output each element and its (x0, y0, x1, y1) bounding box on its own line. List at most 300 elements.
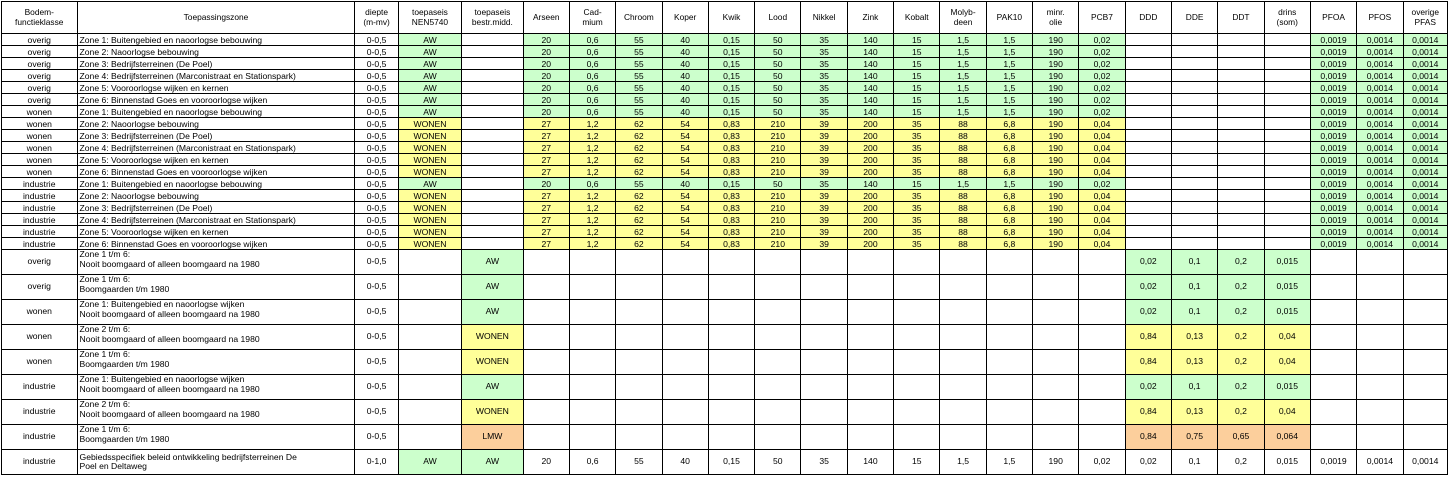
value-cell: 27 (523, 166, 569, 178)
value-cell (1310, 250, 1356, 275)
value-cell: 0-0,5 (355, 425, 398, 450)
value-cell: 0,04 (1079, 118, 1125, 130)
functieklasse-cell: wonen (2, 166, 78, 178)
value-cell: 0,0014 (1357, 58, 1403, 70)
value-cell: 35 (894, 118, 940, 130)
value-cell: 54 (662, 130, 708, 142)
value-cell: 15 (894, 106, 940, 118)
value-cell: 0-0,5 (355, 94, 398, 106)
zone-cell: Zone 3: Bedrijfsterreinen (De Poel) (77, 130, 355, 142)
value-cell (894, 275, 940, 300)
value-cell: 20 (523, 34, 569, 46)
value-cell: AW (398, 106, 461, 118)
value-cell: 190 (1033, 46, 1079, 58)
value-cell (398, 275, 461, 300)
value-cell (1357, 325, 1403, 350)
value-cell (1357, 375, 1403, 400)
value-cell (1079, 250, 1125, 275)
value-cell: 35 (801, 46, 847, 58)
value-cell: 0,04 (1079, 154, 1125, 166)
value-cell (523, 350, 569, 375)
value-cell: 1,5 (940, 94, 986, 106)
zone-cell: Zone 1: Buitengebied en naoorlogse wijken Nooit boomgaard of alleen boomgaard na 1980 (77, 300, 355, 325)
value-cell: 35 (801, 82, 847, 94)
value-cell: 0,015 (1264, 375, 1310, 400)
value-cell: 0,84 (1125, 325, 1171, 350)
value-cell: 0,83 (708, 118, 754, 130)
value-cell: 20 (523, 70, 569, 82)
value-cell: 1,5 (940, 106, 986, 118)
value-cell: 0,83 (708, 154, 754, 166)
header-cell: PFOA (1310, 2, 1356, 34)
value-cell: 88 (940, 238, 986, 250)
value-cell: 0,0019 (1310, 94, 1356, 106)
value-cell: 35 (894, 238, 940, 250)
value-cell (523, 275, 569, 300)
value-cell: 140 (847, 46, 893, 58)
value-cell (940, 300, 986, 325)
value-cell (662, 250, 708, 275)
value-cell (894, 325, 940, 350)
value-cell (569, 325, 615, 350)
value-cell: 0-0,5 (355, 166, 398, 178)
value-cell (462, 202, 523, 214)
value-cell (1218, 142, 1264, 154)
value-cell: 0,04 (1079, 226, 1125, 238)
value-cell: 62 (616, 238, 662, 250)
value-cell (616, 375, 662, 400)
table-row (2, 58, 1448, 70)
value-cell: 0,02 (1079, 58, 1125, 70)
value-cell (708, 250, 754, 275)
value-cell (662, 325, 708, 350)
value-cell: 62 (616, 130, 662, 142)
value-cell (1079, 325, 1125, 350)
value-cell: 39 (801, 190, 847, 202)
value-cell: 0,15 (708, 58, 754, 70)
value-cell: 88 (940, 166, 986, 178)
value-cell (462, 118, 523, 130)
value-cell: 62 (616, 118, 662, 130)
zone-cell: Zone 1 t/m 6: Boomgaarden t/m 1980 (77, 350, 355, 375)
value-cell: 0,04 (1079, 142, 1125, 154)
table-header (2, 2, 1448, 34)
value-cell: 0,0019 (1310, 58, 1356, 70)
value-cell (1310, 375, 1356, 400)
value-cell: 20 (523, 82, 569, 94)
value-cell: AW (462, 450, 523, 475)
value-cell: 0,0014 (1403, 190, 1447, 202)
value-cell (569, 375, 615, 400)
value-cell: 0,1 (1171, 300, 1217, 325)
value-cell (1264, 166, 1310, 178)
value-cell (1264, 82, 1310, 94)
value-cell: 1,2 (569, 190, 615, 202)
value-cell (847, 250, 893, 275)
value-cell: 210 (755, 214, 801, 226)
value-cell (462, 58, 523, 70)
table-row (2, 214, 1448, 226)
value-cell: 27 (523, 190, 569, 202)
value-cell: 54 (662, 118, 708, 130)
value-cell (755, 300, 801, 325)
value-cell: 35 (894, 142, 940, 154)
value-cell: 35 (801, 70, 847, 82)
value-cell (986, 350, 1032, 375)
value-cell (1218, 58, 1264, 70)
header-cell: diepte (m-mv) (355, 2, 398, 34)
value-cell: 0,1 (1171, 375, 1217, 400)
value-cell (569, 425, 615, 450)
zone-cell: Zone 6: Binnenstad Goes en vooroorlogse wijken (77, 94, 355, 106)
table-row (2, 94, 1448, 106)
value-cell: 0,83 (708, 142, 754, 154)
value-cell (708, 300, 754, 325)
value-cell (1357, 425, 1403, 450)
value-cell: 54 (662, 226, 708, 238)
value-cell: 15 (894, 58, 940, 70)
value-cell (1264, 58, 1310, 70)
value-cell: 27 (523, 226, 569, 238)
value-cell: 6,8 (986, 226, 1032, 238)
value-cell (894, 250, 940, 275)
value-cell (569, 350, 615, 375)
value-cell (708, 325, 754, 350)
functieklasse-cell: overig (2, 46, 78, 58)
table-row (2, 300, 1448, 325)
value-cell: 0,0014 (1403, 226, 1447, 238)
value-cell (708, 425, 754, 450)
value-cell: 1,2 (569, 130, 615, 142)
value-cell (398, 375, 461, 400)
header-cell: Zink (847, 2, 893, 34)
value-cell: 1,5 (986, 58, 1032, 70)
value-cell (569, 250, 615, 275)
value-cell: 0,02 (1125, 275, 1171, 300)
value-cell (1310, 275, 1356, 300)
value-cell (1125, 118, 1171, 130)
value-cell: 0,0014 (1357, 46, 1403, 58)
value-cell: AW (462, 375, 523, 400)
value-cell (708, 350, 754, 375)
value-cell (940, 350, 986, 375)
value-cell (462, 214, 523, 226)
value-cell (1403, 250, 1447, 275)
value-cell: 40 (662, 46, 708, 58)
functieklasse-cell: industrie (2, 425, 78, 450)
value-cell (1403, 325, 1447, 350)
value-cell (1264, 154, 1310, 166)
value-cell: 210 (755, 154, 801, 166)
functieklasse-cell: industrie (2, 202, 78, 214)
value-cell: 200 (847, 154, 893, 166)
value-cell: 0,6 (569, 58, 615, 70)
value-cell (1218, 118, 1264, 130)
value-cell: 1,5 (986, 450, 1032, 475)
value-cell (1171, 238, 1217, 250)
value-cell: 40 (662, 82, 708, 94)
value-cell: 0,0014 (1403, 58, 1447, 70)
value-cell (662, 275, 708, 300)
value-cell: 0,015 (1264, 250, 1310, 275)
value-cell: WONEN (398, 130, 461, 142)
value-cell: WONEN (398, 202, 461, 214)
value-cell: 6,8 (986, 142, 1032, 154)
value-cell: 0,1 (1171, 250, 1217, 275)
value-cell: 15 (894, 46, 940, 58)
value-cell: 50 (755, 82, 801, 94)
value-cell (1125, 82, 1171, 94)
value-cell (1171, 178, 1217, 190)
value-cell (1125, 34, 1171, 46)
zone-cell: Zone 5: Vooroorlogse wijken en kernen (77, 226, 355, 238)
functieklasse-cell: wonen (2, 300, 78, 325)
value-cell: 210 (755, 166, 801, 178)
value-cell (1171, 190, 1217, 202)
value-cell: 0,15 (708, 70, 754, 82)
value-cell: 55 (616, 58, 662, 70)
value-cell: 1,2 (569, 166, 615, 178)
value-cell: 39 (801, 226, 847, 238)
value-cell (616, 400, 662, 425)
value-cell: 0,02 (1125, 250, 1171, 275)
value-cell: 210 (755, 238, 801, 250)
value-cell (708, 275, 754, 300)
value-cell (1357, 250, 1403, 275)
value-cell (398, 325, 461, 350)
value-cell: 0,0014 (1357, 178, 1403, 190)
table-row (2, 425, 1448, 450)
value-cell: 35 (801, 450, 847, 475)
zone-cell: Zone 5: Vooroorlogse wijken en kernen (77, 82, 355, 94)
value-cell: 6,8 (986, 190, 1032, 202)
value-cell: LMW (462, 425, 523, 450)
value-cell (462, 106, 523, 118)
value-cell: 0,15 (708, 94, 754, 106)
header-cell: Koper (662, 2, 708, 34)
value-cell: 40 (662, 94, 708, 106)
value-cell: 0,84 (1125, 400, 1171, 425)
zone-cell: Zone 2: Naoorlogse bebouwing (77, 118, 355, 130)
value-cell: 20 (523, 58, 569, 70)
value-cell: 0,1 (1171, 275, 1217, 300)
value-cell (1125, 166, 1171, 178)
value-cell (523, 300, 569, 325)
value-cell: WONEN (462, 400, 523, 425)
value-cell: 40 (662, 58, 708, 70)
zone-cell: Zone 1: Buitengebied en naoorlogse wijken Nooit boomgaard of alleen boomgaard na 1980 (77, 375, 355, 400)
soil-standards-table (1, 1, 1448, 475)
value-cell: 0-0,5 (355, 202, 398, 214)
value-cell: 1,2 (569, 214, 615, 226)
value-cell (801, 425, 847, 450)
value-cell: 15 (894, 450, 940, 475)
zone-cell: Zone 6: Binnenstad Goes en vooroorlogse wijken (77, 238, 355, 250)
value-cell (1218, 178, 1264, 190)
value-cell (662, 350, 708, 375)
value-cell: 0,2 (1218, 300, 1264, 325)
value-cell: 0,04 (1079, 166, 1125, 178)
zone-cell: Zone 2: Naoorlogse bebouwing (77, 46, 355, 58)
value-cell: 1,5 (986, 46, 1032, 58)
header-cell: overige PFAS (1403, 2, 1447, 34)
value-cell: 15 (894, 82, 940, 94)
header-row (2, 2, 1448, 34)
value-cell (1125, 190, 1171, 202)
value-cell: 0-0,5 (355, 154, 398, 166)
value-cell: 0,0019 (1310, 118, 1356, 130)
table-row (2, 350, 1448, 375)
value-cell: 0,15 (708, 450, 754, 475)
value-cell: 50 (755, 94, 801, 106)
value-cell (569, 300, 615, 325)
value-cell: 0,0019 (1310, 226, 1356, 238)
value-cell: 50 (755, 106, 801, 118)
value-cell: 62 (616, 142, 662, 154)
value-cell: 0-0,5 (355, 375, 398, 400)
value-cell (1125, 106, 1171, 118)
value-cell (462, 154, 523, 166)
value-cell (1264, 34, 1310, 46)
table-row (2, 178, 1448, 190)
header-cell: DDD (1125, 2, 1171, 34)
value-cell: 62 (616, 190, 662, 202)
value-cell: 190 (1033, 450, 1079, 475)
value-cell (1171, 106, 1217, 118)
value-cell: 50 (755, 58, 801, 70)
value-cell (1264, 118, 1310, 130)
value-cell (986, 375, 1032, 400)
value-cell: 0,0014 (1357, 94, 1403, 106)
value-cell: 0,04 (1264, 350, 1310, 375)
value-cell (986, 325, 1032, 350)
value-cell: 0,13 (1171, 325, 1217, 350)
value-cell: 0,0014 (1357, 70, 1403, 82)
value-cell: 55 (616, 70, 662, 82)
table-row (2, 118, 1448, 130)
value-cell: 0,0019 (1310, 142, 1356, 154)
table-body (2, 34, 1448, 475)
value-cell: 15 (894, 34, 940, 46)
zone-cell: Zone 1: Buitengebied en naoorlogse bebouwing (77, 178, 355, 190)
header-cell: Cad- mium (569, 2, 615, 34)
value-cell (523, 425, 569, 450)
value-cell (462, 142, 523, 154)
value-cell (1264, 202, 1310, 214)
value-cell: 55 (616, 94, 662, 106)
value-cell: 6,8 (986, 166, 1032, 178)
value-cell (1171, 94, 1217, 106)
value-cell (1033, 325, 1079, 350)
value-cell: 0,0019 (1310, 166, 1356, 178)
value-cell: 190 (1033, 130, 1079, 142)
functieklasse-cell: overig (2, 82, 78, 94)
table-row (2, 106, 1448, 118)
functieklasse-cell: wonen (2, 350, 78, 375)
value-cell: 0,6 (569, 178, 615, 190)
header-cell: Molyb- deen (940, 2, 986, 34)
value-cell (1079, 425, 1125, 450)
value-cell (1403, 425, 1447, 450)
value-cell: 200 (847, 190, 893, 202)
value-cell (1264, 238, 1310, 250)
value-cell (662, 400, 708, 425)
value-cell: 1,5 (940, 46, 986, 58)
value-cell (986, 300, 1032, 325)
value-cell (1264, 214, 1310, 226)
value-cell (462, 166, 523, 178)
value-cell: 0,02 (1079, 178, 1125, 190)
value-cell: 210 (755, 130, 801, 142)
value-cell (1171, 166, 1217, 178)
value-cell (569, 400, 615, 425)
value-cell (398, 300, 461, 325)
functieklasse-cell: industrie (2, 400, 78, 425)
value-cell (1218, 214, 1264, 226)
value-cell: AW (398, 58, 461, 70)
value-cell (1079, 350, 1125, 375)
value-cell (1079, 275, 1125, 300)
value-cell (1125, 130, 1171, 142)
value-cell: 0,02 (1125, 300, 1171, 325)
value-cell: 210 (755, 190, 801, 202)
value-cell: 0-0,5 (355, 350, 398, 375)
value-cell: 6,8 (986, 154, 1032, 166)
value-cell (1033, 250, 1079, 275)
value-cell: 0,0014 (1403, 46, 1447, 58)
value-cell: 39 (801, 166, 847, 178)
value-cell (1264, 178, 1310, 190)
value-cell: 1,5 (940, 70, 986, 82)
value-cell: 0,0014 (1357, 190, 1403, 202)
value-cell (1125, 142, 1171, 154)
value-cell: 200 (847, 130, 893, 142)
value-cell (1171, 58, 1217, 70)
header-cell: toepaseis bestr.midd. (462, 2, 523, 34)
value-cell: 0,0019 (1310, 34, 1356, 46)
value-cell: 0,0019 (1310, 106, 1356, 118)
header-cell: Chroom (616, 2, 662, 34)
value-cell: 200 (847, 226, 893, 238)
value-cell: 0,2 (1218, 375, 1264, 400)
value-cell (462, 130, 523, 142)
value-cell: 140 (847, 70, 893, 82)
value-cell: 54 (662, 214, 708, 226)
value-cell (1310, 425, 1356, 450)
table-row (2, 70, 1448, 82)
value-cell: 40 (662, 178, 708, 190)
value-cell: 0,0019 (1310, 82, 1356, 94)
value-cell: 0-0,5 (355, 46, 398, 58)
value-cell: 0,0019 (1310, 46, 1356, 58)
value-cell: 35 (801, 58, 847, 70)
value-cell: 62 (616, 166, 662, 178)
value-cell (1218, 166, 1264, 178)
value-cell: 6,8 (986, 238, 1032, 250)
value-cell: 0,6 (569, 82, 615, 94)
value-cell: 0,02 (1079, 82, 1125, 94)
value-cell (1125, 58, 1171, 70)
value-cell: 0-0,5 (355, 118, 398, 130)
value-cell: 0-0,5 (355, 300, 398, 325)
functieklasse-cell: industrie (2, 190, 78, 202)
value-cell: 0,0014 (1403, 130, 1447, 142)
value-cell (1310, 300, 1356, 325)
value-cell: 0,15 (708, 178, 754, 190)
value-cell: 0-0,5 (355, 58, 398, 70)
value-cell (1310, 400, 1356, 425)
value-cell (755, 250, 801, 275)
